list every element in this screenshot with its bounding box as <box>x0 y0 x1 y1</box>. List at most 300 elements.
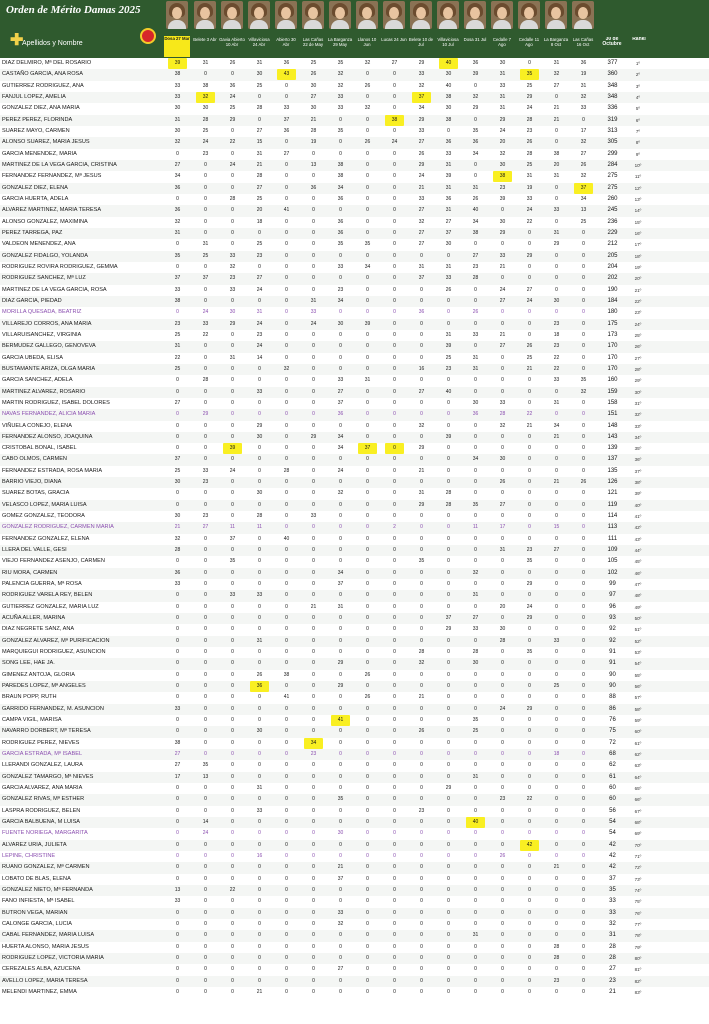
score-cell: 0 <box>366 852 369 859</box>
total-points: 88 <box>609 694 616 701</box>
score-cell: 41 <box>331 715 350 726</box>
total-points: 92 <box>609 637 616 644</box>
score-cell: 0 <box>285 796 288 803</box>
score-cell: 36 <box>337 195 344 202</box>
player-name: CRISTOBAL BONAL, ISABEL <box>2 445 77 452</box>
score-cell: 13 <box>580 207 587 214</box>
score-cell: 0 <box>258 909 261 916</box>
score-cell: 0 <box>176 637 179 644</box>
score-cell: 0 <box>204 501 207 508</box>
score-cell: 0 <box>501 830 504 837</box>
rank-position: 69º <box>634 831 642 837</box>
score-cell: 0 <box>258 615 261 622</box>
score-cell: 0 <box>204 399 207 406</box>
score-cell: 0 <box>285 263 288 270</box>
score-cell: 0 <box>501 694 504 701</box>
score-cell: 0 <box>258 660 261 667</box>
score-cell: 0 <box>366 875 369 882</box>
score-cell: 31 <box>445 263 452 270</box>
rank-position: 20º <box>634 276 642 282</box>
score-cell: 0 <box>285 818 288 825</box>
score-cell: 35 <box>472 127 479 134</box>
score-cell: 32 <box>418 82 425 89</box>
score-cell: 0 <box>447 535 450 542</box>
score-cell: 0 <box>258 501 261 508</box>
score-cell: 0 <box>176 615 179 622</box>
score-cell: 0 <box>447 456 450 463</box>
table-row <box>0 568 709 579</box>
score-cell: 23 <box>445 365 452 372</box>
score-cell: 0 <box>501 943 504 950</box>
score-cell: 0 <box>312 841 315 848</box>
score-cell: 0 <box>258 977 261 984</box>
score-cell: 0 <box>339 592 342 599</box>
score-cell: 27 <box>499 501 506 508</box>
score-cell: 0 <box>582 535 585 542</box>
score-cell: 30 <box>472 660 479 667</box>
score-cell: 0 <box>555 263 558 270</box>
score-cell: 0 <box>312 558 315 565</box>
score-cell: 27 <box>445 218 452 225</box>
score-cell: 0 <box>501 977 504 984</box>
score-cell: 0 <box>447 694 450 701</box>
score-cell: 0 <box>582 286 585 293</box>
rank-position: 46º <box>634 570 642 576</box>
score-cell: 0 <box>231 173 234 180</box>
score-cell: 0 <box>285 184 288 191</box>
score-cell: 0 <box>312 852 315 859</box>
table-row <box>0 409 709 420</box>
score-cell: 0 <box>231 988 234 995</box>
score-cell: 24 <box>526 603 533 610</box>
score-cell: 27 <box>472 252 479 259</box>
score-cell: 0 <box>204 717 207 724</box>
score-cell: 0 <box>474 433 477 440</box>
rank-position: 27º <box>634 355 642 361</box>
score-cell: 0 <box>447 524 450 531</box>
table-row <box>0 760 709 771</box>
rank-position: 29º <box>634 378 642 384</box>
player-photo <box>572 1 594 29</box>
rank-position: 3º <box>635 83 641 89</box>
score-cell: 31 <box>553 399 560 406</box>
score-cell: 0 <box>285 343 288 350</box>
score-cell: 0 <box>555 649 558 656</box>
player-photo <box>545 1 567 29</box>
column-header: Lucas 24 Jun <box>381 37 407 42</box>
score-cell: 0 <box>447 252 450 259</box>
score-cell: 34 <box>364 263 371 270</box>
table-row <box>0 704 709 715</box>
score-cell: 0 <box>204 558 207 565</box>
score-cell: 0 <box>204 490 207 497</box>
score-cell: 39 <box>445 433 452 440</box>
score-cell: 0 <box>231 184 234 191</box>
score-cell: 37 <box>445 229 452 236</box>
score-cell: 0 <box>555 841 558 848</box>
score-cell: 36 <box>283 60 290 66</box>
player-name: PEREZ TARREGA, PAZ <box>2 229 63 236</box>
header-band <box>0 0 709 58</box>
rank-position: 57º <box>634 695 642 701</box>
total-points: 275 <box>607 173 618 180</box>
score-cell: 43 <box>277 69 296 80</box>
score-cell: 27 <box>174 399 181 406</box>
score-cell: 0 <box>285 139 288 146</box>
player-name: GARCIA SANCHEZ, ADELA <box>2 377 73 384</box>
score-cell: 27 <box>283 150 290 157</box>
score-cell: 0 <box>528 229 531 236</box>
rank-position: 22º <box>634 298 642 304</box>
rank-position: 80º <box>634 955 642 961</box>
score-cell: 37 <box>337 581 344 588</box>
score-cell: 0 <box>231 762 234 769</box>
score-cell: 0 <box>555 660 558 667</box>
player-name: BERMUDEZ GALLEGO, GENOVEVA <box>2 343 96 350</box>
score-cell: 0 <box>474 705 477 712</box>
score-cell: 0 <box>393 785 396 791</box>
score-cell: 0 <box>366 886 369 893</box>
rank-position: 14º <box>634 208 642 214</box>
rank-position: 61º <box>634 740 642 746</box>
rank-position: 72º <box>634 865 642 871</box>
score-cell: 0 <box>366 116 369 123</box>
total-points: 28 <box>609 943 616 950</box>
score-cell: 0 <box>204 615 207 622</box>
player-photo <box>275 1 297 29</box>
score-cell: 0 <box>366 841 369 848</box>
score-cell: 0 <box>366 966 369 973</box>
score-cell: 0 <box>582 263 585 270</box>
score-cell: 0 <box>447 309 450 316</box>
score-cell: 29 <box>445 785 452 791</box>
score-cell: 0 <box>312 773 315 780</box>
score-cell: 0 <box>393 275 396 282</box>
column-header: Cedalle 11 Ago <box>518 37 540 47</box>
score-cell: 0 <box>366 909 369 916</box>
score-cell: 0 <box>258 841 261 848</box>
score-cell: 0 <box>366 479 369 486</box>
score-cell: 30 <box>499 218 506 225</box>
player-name: CABO OLMOS, CARMEN <box>2 456 67 463</box>
score-cell: 0 <box>366 751 369 758</box>
score-cell: 0 <box>393 388 396 395</box>
score-cell: 0 <box>366 184 369 191</box>
score-cell: 0 <box>501 966 504 973</box>
score-cell: 0 <box>393 456 396 463</box>
score-cell: 0 <box>420 479 423 486</box>
score-cell: 28 <box>499 411 506 418</box>
score-cell: 24 <box>256 320 263 327</box>
total-points: 23 <box>609 977 616 984</box>
score-cell: 0 <box>285 852 288 859</box>
score-cell: 0 <box>204 218 207 225</box>
table-row <box>0 613 709 624</box>
score-cell: 0 <box>420 830 423 837</box>
total-points: 92 <box>609 626 616 633</box>
score-cell: 0 <box>447 683 450 690</box>
score-cell: 0 <box>366 309 369 316</box>
score-cell: 29 <box>499 229 506 236</box>
total-points: 61 <box>609 773 616 780</box>
score-cell: 0 <box>366 954 369 961</box>
table-row <box>0 160 709 171</box>
score-cell: 38 <box>337 173 344 180</box>
score-cell: 0 <box>312 977 315 984</box>
score-cell: 0 <box>528 263 531 270</box>
score-cell: 0 <box>474 852 477 859</box>
score-cell: 0 <box>555 558 558 565</box>
score-cell: 0 <box>366 490 369 497</box>
player-photo <box>194 1 216 29</box>
score-cell: 0 <box>474 286 477 293</box>
score-cell: 0 <box>420 297 423 304</box>
score-cell: 0 <box>474 886 477 893</box>
score-cell: 36 <box>174 207 181 214</box>
score-cell: 0 <box>231 649 234 656</box>
score-cell: 26 <box>526 139 533 146</box>
score-cell: 0 <box>393 93 396 100</box>
score-cell: 30 <box>310 105 317 112</box>
table-row <box>0 953 709 964</box>
table-row <box>0 624 709 635</box>
score-cell: 0 <box>366 581 369 588</box>
score-cell: 0 <box>420 252 423 259</box>
score-cell: 0 <box>258 694 261 701</box>
score-cell: 0 <box>366 173 369 180</box>
score-cell: 36 <box>250 681 269 692</box>
score-cell: 0 <box>176 649 179 656</box>
score-cell: 0 <box>366 127 369 134</box>
rank-position: 54º <box>634 661 642 667</box>
score-cell: 36 <box>472 139 479 146</box>
score-cell: 0 <box>339 558 342 565</box>
score-cell: 26 <box>364 139 371 146</box>
score-cell: 0 <box>528 717 531 724</box>
score-cell: 35 <box>229 558 236 565</box>
score-cell: 0 <box>501 320 504 327</box>
score-cell: 0 <box>204 660 207 667</box>
score-cell: 0 <box>312 954 315 961</box>
ranking-table <box>0 58 709 998</box>
table-row <box>0 92 709 103</box>
score-cell: 37 <box>358 443 377 454</box>
score-cell: 33 <box>337 377 344 384</box>
total-points: 170 <box>607 354 618 361</box>
score-cell: 0 <box>474 751 477 758</box>
score-cell: 37 <box>283 116 290 123</box>
total-points: 93 <box>609 615 616 622</box>
score-cell: 24 <box>499 127 506 134</box>
player-photo <box>383 1 405 29</box>
table-row <box>0 262 709 273</box>
score-cell: 0 <box>176 841 179 848</box>
score-cell: 0 <box>420 671 423 678</box>
score-cell: 32 <box>174 139 181 146</box>
score-cell: 0 <box>176 671 179 678</box>
score-cell: 0 <box>285 785 288 791</box>
player-name: ALONSO SUAREZ, MARIA JESUS <box>2 139 90 146</box>
player-name: RODRIGUEZ VARELA REY, BELEN <box>2 592 93 599</box>
score-cell: 28 <box>472 649 479 656</box>
score-cell: 0 <box>420 762 423 769</box>
rank-position: 52º <box>634 638 642 644</box>
score-cell: 0 <box>420 943 423 950</box>
score-cell: 37 <box>445 615 452 622</box>
score-cell: 0 <box>339 739 342 746</box>
score-cell: 0 <box>204 184 207 191</box>
total-points: 180 <box>607 309 618 316</box>
score-cell: 0 <box>385 443 404 454</box>
score-cell: 33 <box>202 320 209 327</box>
score-cell: 0 <box>366 920 369 927</box>
score-cell: 0 <box>231 785 234 791</box>
score-cell: 0 <box>176 864 179 871</box>
score-cell: 0 <box>582 762 585 769</box>
score-cell: 25 <box>256 82 263 89</box>
score-cell: 0 <box>420 637 423 644</box>
score-cell: 32 <box>499 150 506 157</box>
score-cell: 0 <box>285 977 288 984</box>
score-cell: 39 <box>223 443 242 454</box>
score-cell: 0 <box>312 377 315 384</box>
score-cell: 0 <box>447 728 450 735</box>
score-cell: 0 <box>420 988 423 995</box>
player-name: BUSTAMANTE ARIZA, OLGA MARIA <box>2 365 96 372</box>
column-header: Villaviciosa 24 Abr <box>248 37 270 47</box>
score-cell: 0 <box>474 966 477 973</box>
score-cell: 0 <box>582 241 585 248</box>
score-cell: 0 <box>176 558 179 565</box>
score-cell: 0 <box>420 399 423 406</box>
score-cell: 36 <box>472 60 479 66</box>
score-cell: 0 <box>420 886 423 893</box>
total-points: 54 <box>609 830 616 837</box>
score-cell: 40 <box>472 207 479 214</box>
score-cell: 0 <box>501 739 504 746</box>
score-cell: 0 <box>582 626 585 633</box>
score-cell: 0 <box>555 807 558 814</box>
rank-position: 10º <box>634 162 642 168</box>
rank-position: 78º <box>634 933 642 939</box>
score-cell: 0 <box>393 852 396 859</box>
score-cell: 0 <box>555 728 558 735</box>
score-cell: 0 <box>312 705 315 712</box>
table-row <box>0 794 709 805</box>
score-cell: 0 <box>339 988 342 995</box>
score-cell: 0 <box>366 535 369 542</box>
table-row <box>0 341 709 352</box>
score-cell: 0 <box>528 592 531 599</box>
score-cell: 0 <box>176 807 179 814</box>
score-cell: 0 <box>393 649 396 656</box>
player-name: RODRIGUEZ ROVIRA RODRIGUEZ, GEMMA <box>2 263 118 270</box>
score-cell: 0 <box>474 581 477 588</box>
score-cell: 36 <box>445 139 452 146</box>
score-cell: 28 <box>283 467 290 474</box>
score-cell: 0 <box>582 297 585 304</box>
score-cell: 0 <box>474 467 477 474</box>
table-row <box>0 670 709 681</box>
score-cell: 40 <box>445 388 452 395</box>
score-cell: 0 <box>528 694 531 701</box>
score-cell: 0 <box>393 501 396 508</box>
score-cell: 0 <box>528 309 531 316</box>
score-cell: 31 <box>202 241 209 248</box>
score-cell: 0 <box>555 909 558 916</box>
score-cell: 0 <box>393 150 396 157</box>
score-cell: 0 <box>312 943 315 950</box>
score-cell: 0 <box>582 717 585 724</box>
score-cell: 0 <box>204 71 207 78</box>
score-cell: 37 <box>418 275 425 282</box>
score-cell: 0 <box>258 581 261 588</box>
score-cell: 0 <box>528 988 531 995</box>
table-row <box>0 103 709 114</box>
table-row <box>0 126 709 137</box>
score-cell: 0 <box>555 988 558 995</box>
player-name: ALVAREZ URIA, JULIETA <box>2 841 67 848</box>
player-name: FANJUL LOPEZ, AMELIA <box>2 93 66 100</box>
table-row <box>0 647 709 658</box>
score-cell: 0 <box>366 830 369 837</box>
score-cell: 36 <box>174 569 181 576</box>
score-cell: 0 <box>393 875 396 882</box>
score-cell: 34 <box>337 184 344 191</box>
score-cell: 0 <box>231 875 234 882</box>
score-cell: 0 <box>204 161 207 168</box>
score-cell: 0 <box>204 705 207 712</box>
score-cell: 28 <box>256 513 263 520</box>
score-cell: 26 <box>445 286 452 293</box>
score-cell: 25 <box>310 60 317 66</box>
rank-position: 48º <box>634 593 642 599</box>
player-name: RODRIGUEZ SANCHEZ, Mª LUZ <box>2 275 86 282</box>
table-row <box>0 364 709 375</box>
score-cell: 36 <box>337 229 344 236</box>
score-cell: 0 <box>420 875 423 882</box>
column-header: Las Cañas 22 de May <box>302 37 324 47</box>
score-cell: 26 <box>580 161 587 168</box>
score-cell: 0 <box>258 467 261 474</box>
score-cell: 0 <box>285 218 288 225</box>
score-cell: 0 <box>393 173 396 180</box>
score-cell: 0 <box>474 343 477 350</box>
score-cell: 0 <box>582 445 585 452</box>
rank-position: 60º <box>634 729 642 735</box>
player-name: HUERTA ALONSO, MARIA JESUS <box>2 943 89 950</box>
score-cell: 29 <box>337 660 344 667</box>
score-cell: 0 <box>366 365 369 372</box>
score-cell: 31 <box>364 377 371 384</box>
total-points: 205 <box>607 252 618 259</box>
score-cell: 19 <box>310 139 317 146</box>
score-cell: 0 <box>312 173 315 180</box>
score-cell: 0 <box>582 343 585 350</box>
score-cell: 28 <box>472 275 479 282</box>
score-cell: 40 <box>445 82 452 89</box>
score-cell: 24 <box>229 93 236 100</box>
score-cell: 0 <box>555 93 558 100</box>
player-photo <box>329 1 351 29</box>
score-cell: 33 <box>526 195 533 202</box>
rank-position: 28º <box>634 366 642 372</box>
score-cell: 0 <box>393 218 396 225</box>
score-cell: 0 <box>420 852 423 859</box>
score-cell: 0 <box>231 728 234 735</box>
player-photo <box>410 1 432 29</box>
score-cell: 0 <box>393 660 396 667</box>
